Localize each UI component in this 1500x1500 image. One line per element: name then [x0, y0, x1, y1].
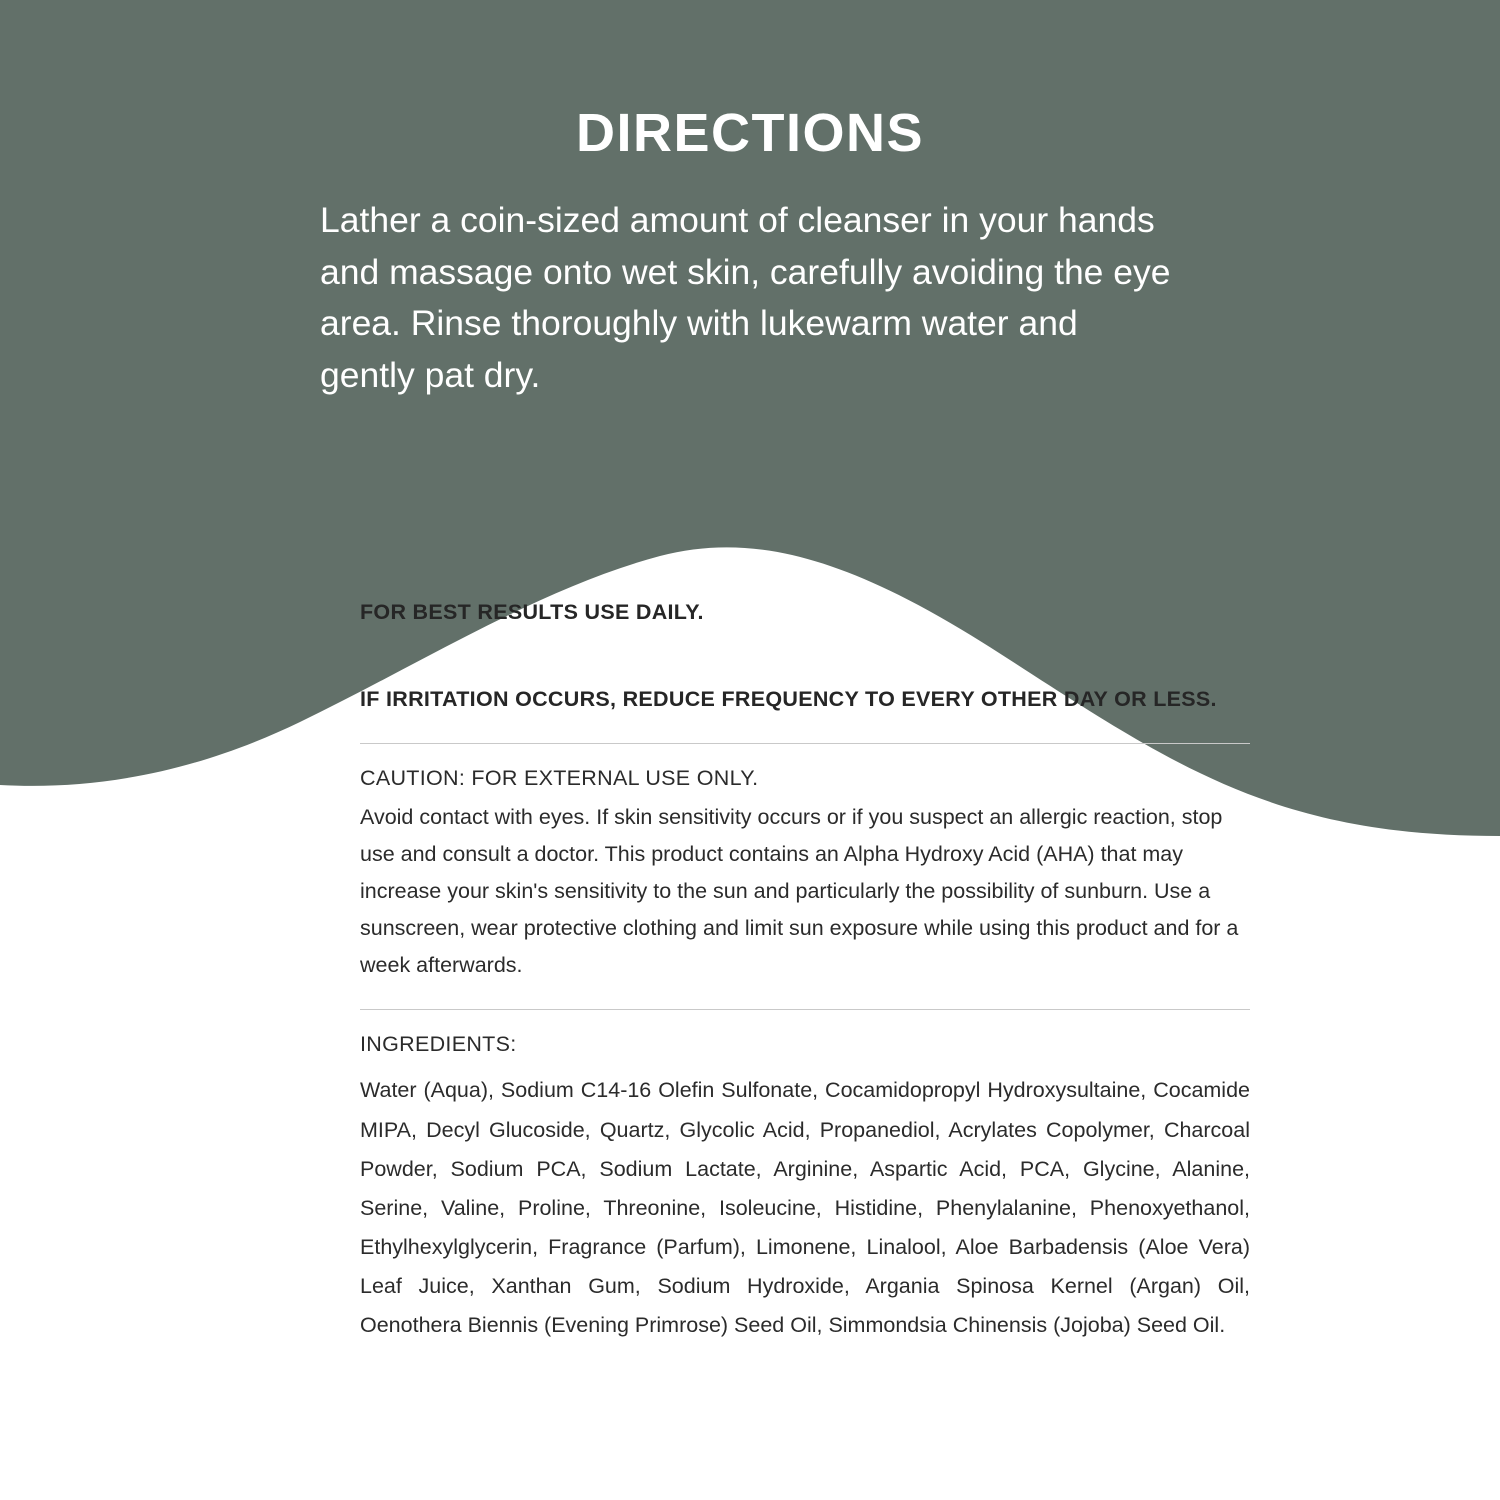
divider-caution: [360, 743, 1250, 744]
caution-text: Avoid contact with eyes. If skin sensitivity occurs or if you suspect an allergic reaction, stop use and consult a doctor. This product contains an Alpha Hydroxy Acid (AHA) that may increase your skin's sensitivity to the sun and particularly the possibility of sunburn. Use a sunscreen, wear protective clothing and limit sun exposure while using this product and for a week afterwards.: [360, 804, 1239, 977]
divider-ingredients: [360, 1009, 1250, 1010]
ingredients-text: Water (Aqua), Sodium C14-16 Olefin Sulfonate, Cocamidopropyl Hydroxysultaine, Cocamide MIPA, Decyl Glucoside, Quartz, Glycolic Acid, Propanediol, Acrylates Copolymer, Charcoal Powder, Sodium PCA, Sodium Lactate, Arginine, Aspartic Acid, PCA, Glycine, Alanine, Serine, Valine, Proline, Threonine, Isoleucine, Histidine, Phenylalanine, Phenoxyethanol, Ethylhexylglycerin, Fragrance (Parfum), Limonene, Linalool, Aloe Barbadensis (Aloe Vera) Leaf Juice, Xanthan Gum, Sodium Hydroxide, Argania Spinosa Kernel (Argan) Oil, Oenothera Biennis (Evening Primrose) Seed Oil, Simmondsia Chinensis (Jojoba) Seed Oil.: [360, 1078, 1250, 1338]
best-results-note: FOR BEST RESULTS USE DAILY.: [360, 600, 704, 624]
directions-body-text: Lather a coin-sized amount of cleanser in your hands and massage onto wet skin, carefully avoiding the eye area. Rinse thoroughly with lukewarm water and gently pat dry.: [320, 200, 1171, 395]
irritation-note: IF IRRITATION OCCURS, REDUCE FREQUENCY TO EVERY OTHER DAY OR LESS.: [360, 687, 1217, 712]
ingredients-label: INGREDIENTS:: [360, 1032, 517, 1057]
page-title: DIRECTIONS: [575, 103, 925, 163]
label-details-section: [360, 596, 1250, 1345]
caution-label: CAUTION: FOR EXTERNAL USE ONLY.: [360, 765, 759, 790]
directions-section: [0, 0, 1500, 401]
